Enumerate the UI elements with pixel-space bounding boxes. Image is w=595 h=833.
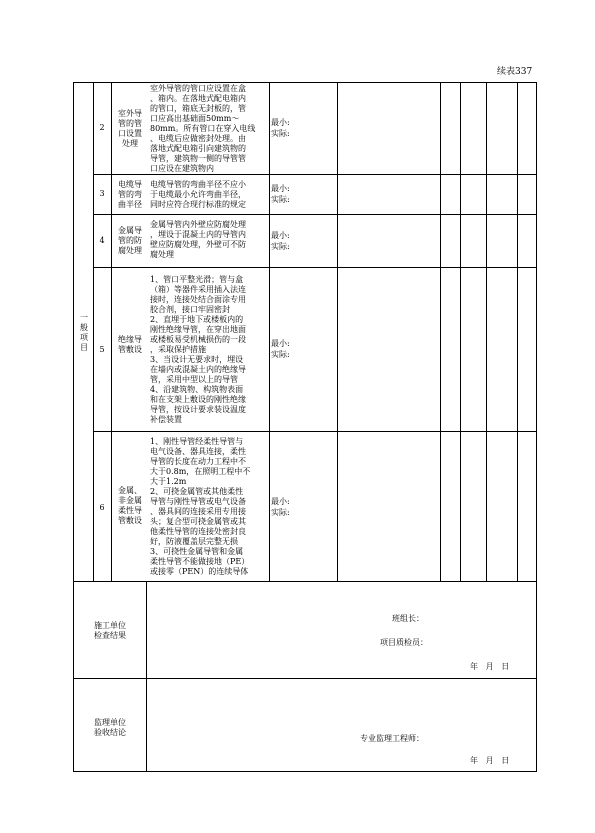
row-divider [93, 267, 536, 268]
supervising-engineer-label: 专业监理工程师： [360, 734, 424, 743]
min-label: 最小: [271, 497, 290, 506]
general-items-label: 一 般 项 目 [80, 313, 88, 352]
col-divider [486, 83, 487, 581]
construction-date: 年 月 日 [470, 662, 510, 671]
inspection-table [73, 82, 537, 772]
min-label: 最小: [271, 339, 290, 348]
item-description: 金属导管内外壁应防腐处理 ，埋设于混凝土内的导管内 壁应防腐处理，外壁可不防 腐处理 [150, 220, 246, 259]
item-description: 1、管口平整光滑；管与盒 （箱）等器件采用插入法连 接时，连接处结合面涂专用 胶合剂，接口牢固密封 2、直埋于地下或楼板内的 刚性绝缘导管，在穿出地面 或楼板易受机械损伤的一段 ，采取保护措施 3、当设计无要求时，埋设 在墙内或混凝土内的绝缘导 管，采用中型以上的导管 4、沿建筑物、构筑物表面 和在支架上敷设的刚性绝缘 导管，按设计要求装设温度 补偿装置 [150, 275, 246, 424]
row-divider [93, 174, 536, 175]
col-divider [146, 581, 147, 771]
row-number: 6 [99, 503, 105, 512]
quality-inspector-label: 项目质检员： [380, 638, 428, 647]
min-label: 最小: [271, 184, 290, 193]
actual-label: 实际: [271, 508, 290, 517]
col-divider [337, 83, 338, 581]
item-name: 金属、 非金属 柔性导 管敷设 [118, 486, 142, 525]
construction-unit-label: 施工单位 检查结果 [94, 621, 126, 640]
section-divider [74, 678, 536, 679]
item-name: 电缆导 管的弯 曲半径 [118, 180, 142, 209]
section-divider [74, 581, 536, 582]
actual-label: 实际: [271, 242, 290, 251]
item-name: 金属导 管的防 腐处理 [118, 226, 142, 255]
row-number: 4 [99, 236, 105, 245]
item-name: 绝缘导 管敷设 [118, 335, 142, 354]
min-label: 最小: [271, 118, 290, 127]
item-description: 电缆导管的弯曲半径不应小 于电缆最小允许弯曲半径， 同时应符合现行标准的规定 [150, 180, 246, 209]
item-description: 1、刚性导管经柔性导管与 电气设备、器具连接，柔性 导管的长度在动力工程中不 大于0.8m，在照明工程中不 大于1.2m 2、可挠金属管或其他柔性 导管与刚性导管或电气设备 、器具间的连接采用专用接 头；复合型可挠金属管或其 他柔性导管的连接处密封良 好，防液覆盖层完整无损 3、可挠性金属导管和金属 柔性导管不能做接地（PE） 或接零（PEN）的连续导体 [150, 437, 251, 576]
team-leader-label: 班组长： [392, 614, 424, 623]
row-divider [93, 214, 536, 215]
row-number: 5 [99, 345, 105, 354]
min-label: 最小: [271, 231, 290, 240]
row-divider [93, 431, 536, 432]
supervision-date: 年 月 日 [470, 756, 510, 765]
continuation-label: 续表337 [497, 67, 533, 77]
actual-label: 实际: [271, 129, 290, 138]
col-divider [517, 83, 518, 581]
item-name: 室外导 管的管 口设置 处理 [118, 109, 142, 148]
row-number: 2 [99, 123, 105, 132]
col-divider [460, 83, 461, 581]
actual-label: 实际: [271, 350, 290, 359]
item-description: 室外导管的管口应设置在盒 、箱内。在落地式配电箱内 的管口，箱底无封板的，管 口应高出基础面50mm～ 80mm。所有管口在穿入电线 、电缆后应做密封处理。由 落地式配电箱引向建筑物的 导管，建筑物一侧的导管管 口应设在建筑物内 [150, 84, 256, 173]
supervision-unit-label: 监理单位 验收结论 [94, 718, 126, 737]
row-number: 3 [99, 189, 105, 198]
actual-label: 实际: [271, 195, 290, 204]
col-divider [440, 83, 441, 581]
